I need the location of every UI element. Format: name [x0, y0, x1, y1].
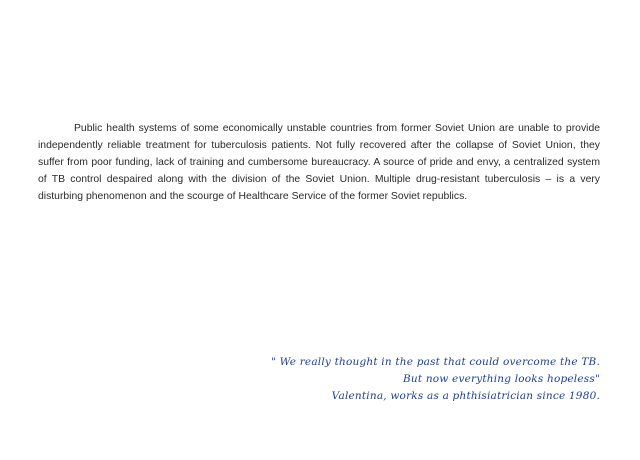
quote-line-2: But now everything looks hopeless"	[402, 373, 600, 385]
handwritten-quote	[240, 354, 600, 405]
quote-line-1: " We really thought in the past that could overcome the TB.	[271, 356, 600, 368]
body-paragraph: Public health systems of some economically unstable countries from former Soviet Union are unable to provide independently reliable treatment for tuberculosis patients. Not fully recovered after the collapse of Soviet Union, they suffer from poor funding, lack of training and cumbersome bureaucracy. A source of pride and envy, a centralized system of TB control despaired along with the division of the Soviet Union. Multiple drug-resistant tuberculosis – is a very disturbing phenomenon and the scourge of Healthcare Service of the former Soviet republics.	[38, 123, 600, 202]
quote-attribution: Valentina, works as a phthisiatrician since 1980.	[331, 390, 600, 402]
